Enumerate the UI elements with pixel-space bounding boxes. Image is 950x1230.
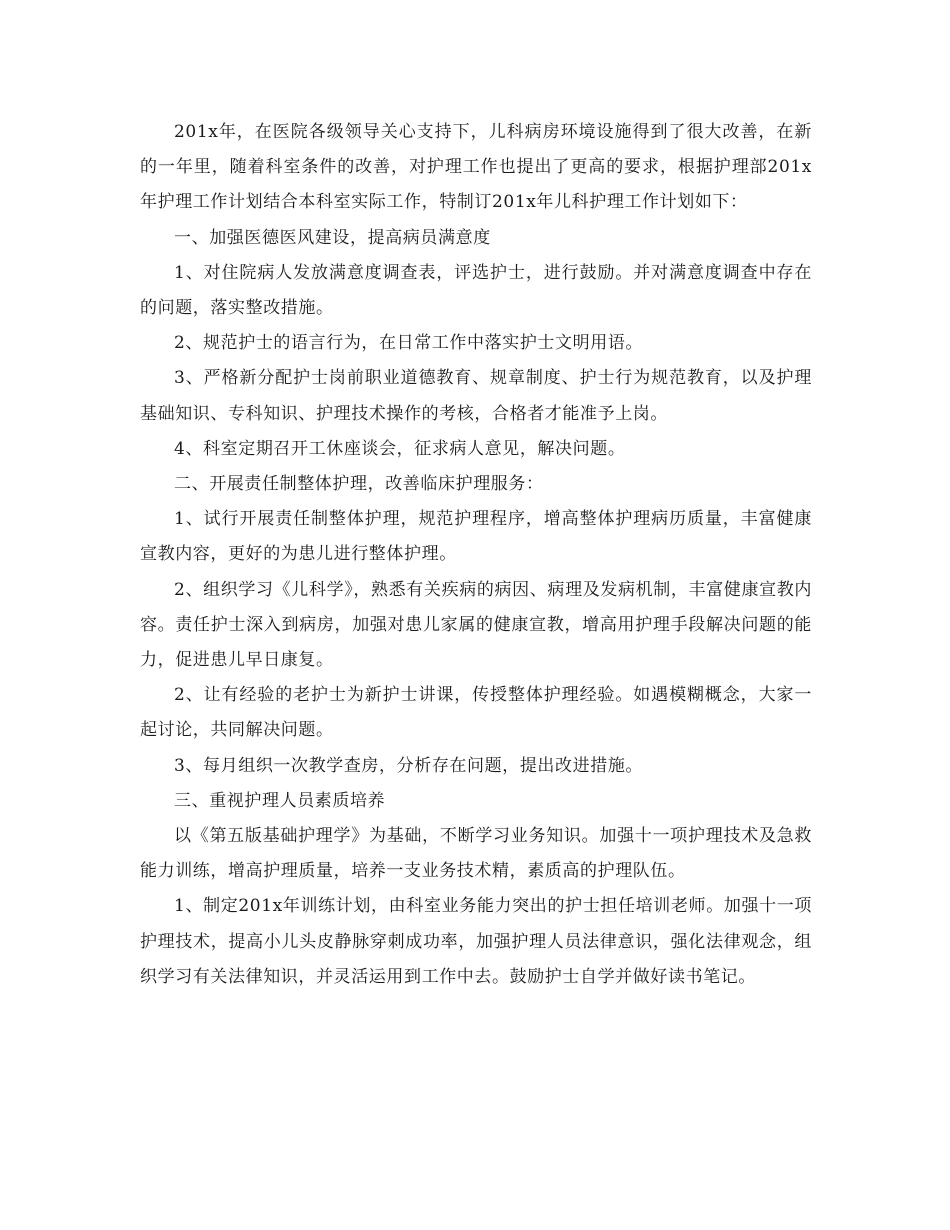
body-paragraph: 以《第五版基础护理学》为基础，不断学习业务知识。加强十一项护理技术及急救能力训练，增高护理质量，培养一支业务技术精，素质高的护理队伍。 — [140, 826, 812, 882]
list-item: 1、对住院病人发放满意度调查表，评选护士，进行鼓励。并对满意度调查中存在的问题，落实整改措施。 — [140, 262, 812, 319]
list-item: 4、科室定期召开工休座谈会，征求病人意见，解决问题。 — [174, 438, 626, 459]
list-item: 1、试行开展责任制整体护理，规范护理程序，增高整体护理病历质量，丰富健康宣教内容，更好的为患儿进行整体护理。 — [140, 509, 812, 565]
list-item: 2、规范护士的语言行为，在日常工作中落实护士文明用语。 — [174, 333, 644, 354]
document-page — [140, 115, 812, 995]
list-item: 1、制定201x年训练计划，由科室业务能力突出的护士担任培训老师。加强十一项护理技术，提高小儿头皮静脉穿刺成功率，加强护理人员法律意识，强化法律观念，组织学习有关法律知识，并灵活运用到工作中去。鼓励护士自学并做好读书笔记。 — [140, 896, 812, 987]
list-item: 2、让有经验的老护士为新护士讲课，传授整体护理经验。如遇模糊概念，大家一起讨论，共同解决问题。 — [140, 685, 812, 741]
section-heading-3: 三、重视护理人员素质培养 — [174, 790, 386, 811]
intro-paragraph: 201x年，在医院各级领导关心支持下，儿科病房环境设施得到了很大改善，在新的一年里，随着科室条件的改善，对护理工作也提出了更高的要求，根据护理部201x年护理工作计划结合本科室实际工作，特制订201x年儿科护理工作计划如下： — [140, 122, 812, 213]
list-item: 3、严格新分配护士岗前职业道德教育、规章制度、护士行为规范教育，以及护理基础知识、专科知识、护理技术操作的考核，合格者才能准予上岗。 — [140, 368, 812, 424]
section-heading-1: 一、加强医德医风建设，提高病员满意度 — [174, 227, 491, 248]
list-item: 3、每月组织一次教学查房，分析存在问题，提出改进措施。 — [174, 755, 644, 776]
section-heading-2: 二、开展责任制整体护理，改善临床护理服务： — [174, 474, 544, 495]
list-item: 2、组织学习《儿科学》，熟悉有关疾病的病因、病理及发病机制，丰富健康宣教内容。责任护士深入到病房，加强对患儿家属的健康宣教，增高用护理手段解决问题的能力，促进患儿早日康复。 — [140, 579, 812, 671]
